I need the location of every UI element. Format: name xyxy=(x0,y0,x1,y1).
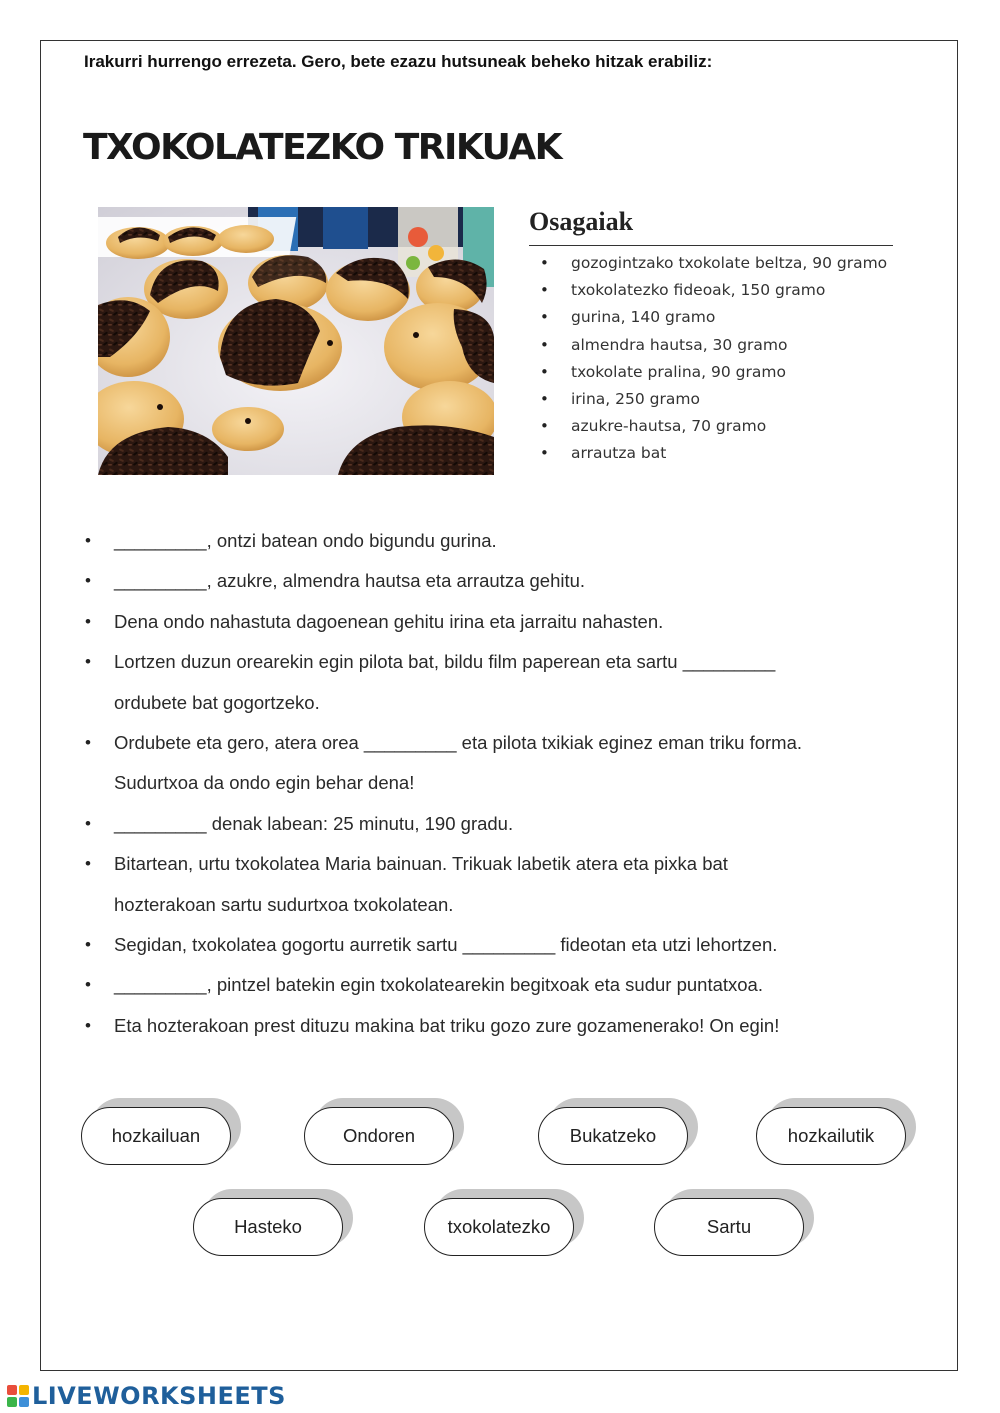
ingredient-item: • almendra hautsa, 30 gramo xyxy=(529,334,893,361)
step-text: Bitartean, urtu txokolatea Maria bainuan. Trikuak labetik atera eta pixka bat xyxy=(114,853,728,875)
liveworksheets-icon xyxy=(7,1385,29,1407)
step-text: _________, azukre, almendra hautsa eta arrautza gehitu. xyxy=(114,570,586,592)
step-text: Lortzen duzun orearekin egin pilota bat, bildu film paperean eta sartu _________ xyxy=(114,651,776,673)
chip-label[interactable]: Hasteko xyxy=(193,1198,343,1256)
step-text: Dena ondo nahastuta dagoenean gehitu irina eta jarraitu nahasten. xyxy=(114,610,664,632)
word-chip-bukatzeko[interactable] xyxy=(538,1107,688,1165)
step-item xyxy=(85,965,885,1005)
step-item xyxy=(85,561,885,601)
chip-label[interactable]: hozkailuan xyxy=(81,1107,231,1165)
word-chip-txokolatezko[interactable] xyxy=(424,1198,574,1256)
chip-label[interactable]: hozkailutik xyxy=(756,1107,906,1165)
brand-name: LIVEWORKSHEETS xyxy=(32,1382,286,1410)
step-text-continued: ordubete bat gogortzeko. xyxy=(114,691,320,713)
step-text-continued: hozterakoan sartu sudurtxoa txokolatean. xyxy=(114,893,454,915)
ingredient-item: • txokolate pralina, 90 gramo xyxy=(529,361,893,388)
step-text: _________, ontzi batean ondo bigundu gurina. xyxy=(114,530,497,551)
word-chip-hasteko[interactable] xyxy=(193,1198,343,1256)
step-item xyxy=(85,844,885,925)
recipe-title: TXOKOLATEZKO TRIKUAK xyxy=(83,127,562,168)
ingredient-item: • arrautza bat xyxy=(529,442,893,469)
word-chip-sartu[interactable] xyxy=(654,1198,804,1256)
instruction-text: Irakurri hurrengo errezeta. Gero, bete ezazu hutsuneak beheko hitzak erabiliz: xyxy=(84,52,713,71)
step-item xyxy=(85,521,885,561)
ingredients-heading: Osagaiak xyxy=(529,207,893,246)
step-item xyxy=(85,1006,885,1046)
liveworksheets-logo[interactable] xyxy=(7,1382,286,1410)
ingredient-item: • azukre-hautsa, 70 gramo xyxy=(529,415,893,442)
ingredient-item: • txokolatezko fideoak, 150 gramo xyxy=(529,279,893,306)
recipe-steps xyxy=(85,521,885,1046)
ingredient-item: • irina, 250 gramo xyxy=(529,388,893,415)
ingredient-item: • gozogintzako txokolate beltza, 90 gramo xyxy=(529,252,893,279)
word-chip-hozkailutik[interactable] xyxy=(756,1107,906,1165)
chip-label[interactable]: txokolatezko xyxy=(424,1198,574,1256)
step-text: _________ denak labean: 25 minutu, 190 gradu. xyxy=(114,812,514,834)
step-item xyxy=(85,602,885,642)
ingredients-list xyxy=(529,252,893,470)
word-chip-ondoren[interactable] xyxy=(304,1107,454,1165)
step-item xyxy=(85,723,885,804)
ingredients-box xyxy=(529,207,893,470)
step-text: Eta hozterakoan prest dituzu makina bat triku gozo zure gozamenerako! On egin! xyxy=(114,1014,780,1036)
chip-label[interactable]: Bukatzeko xyxy=(538,1107,688,1165)
step-text: Segidan, txokolatea gogortu aurretik sartu _________ fideotan eta utzi lehortzen. xyxy=(114,934,778,956)
hedgehog-cookies-photo xyxy=(98,207,494,475)
step-text: _________, pintzel batekin egin txokolatearekin begitxoak eta sudur puntatxoa. xyxy=(114,974,763,996)
word-chip-hozkailuan[interactable] xyxy=(81,1107,231,1165)
ingredient-item: • gurina, 140 gramo xyxy=(529,306,893,333)
chip-label[interactable]: Ondoren xyxy=(304,1107,454,1165)
worksheet-page xyxy=(40,40,958,1371)
step-text: Ordubete eta gero, atera orea _________ eta pilota txikiak eginez eman triku forma. xyxy=(114,732,803,754)
chip-label[interactable]: Sartu xyxy=(654,1198,804,1256)
step-item xyxy=(85,925,885,965)
step-item xyxy=(85,642,885,723)
step-text-continued: Sudurtxoa da ondo egin behar dena! xyxy=(114,772,415,794)
step-item xyxy=(85,804,885,844)
